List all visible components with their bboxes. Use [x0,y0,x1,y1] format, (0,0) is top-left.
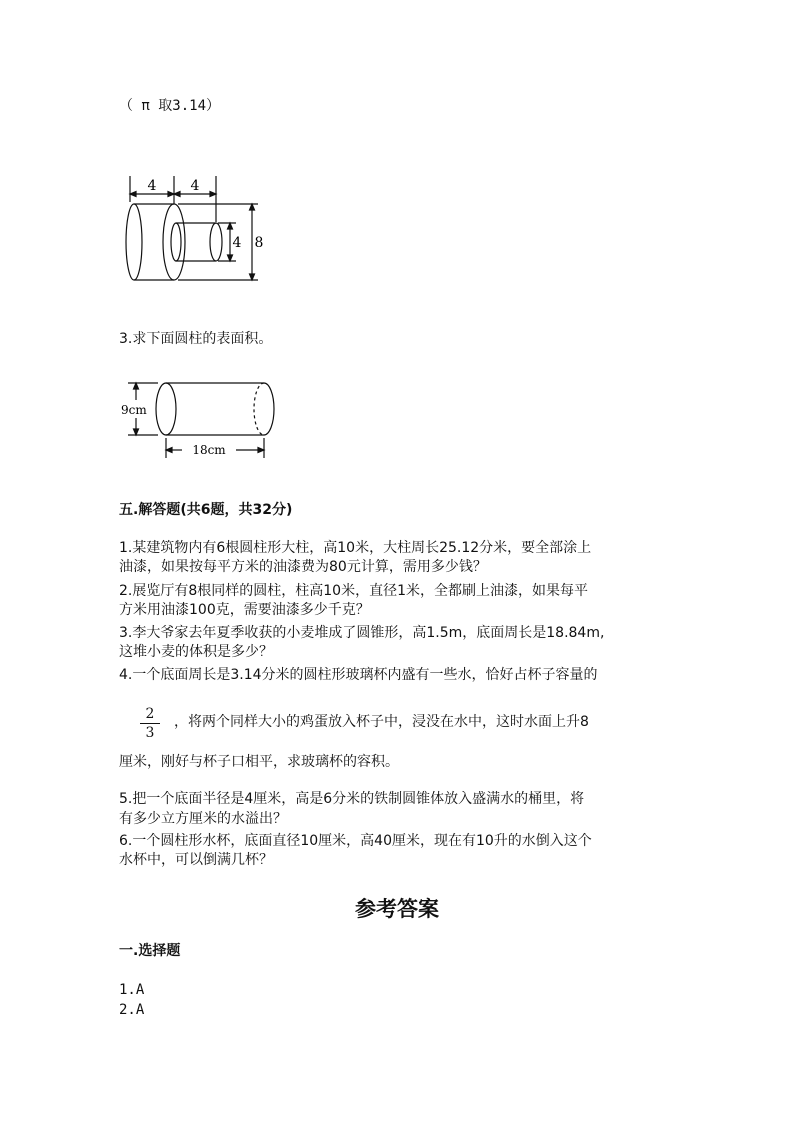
answers-section-1-title: 一.选择题 [119,943,181,959]
fraction-two-thirds [140,706,160,741]
q1-line1: 1.某建筑物内有6根圆柱形大柱，高10米，大柱周长25.12分米，要全部涂上 [119,540,592,556]
cylinder-length-label: 18cm [192,443,226,457]
answer-item-1: 1.A [119,982,145,998]
q5-line1: 5.把一个底面半径是4厘米，高是6分米的铁制圆锥体放入盛满水的桶里，将 [119,791,585,807]
figure-stepped-cylinder [118,172,268,284]
dim-small-height: 4 [232,235,242,251]
fraction-denominator: 3 [145,725,155,741]
q3-line2: 这堆小麦的体积是多少？ [119,644,273,660]
q4-line1: 4.一个底面周长是3.14分米的圆柱形玻璃杯内盛有一些水，恰好占杯子容量的 [119,667,598,683]
q2-line2: 方米用油漆100克，需要油漆多少千克？ [119,602,370,618]
question-3-intro: 3.求下面圆柱的表面积。 [119,331,273,347]
dim-big-height: 8 [254,235,264,251]
q1-line2: 油漆，如果按每平方米的油漆费为80元计算，需用多少钱？ [119,559,487,575]
figure-cylinder [118,378,278,460]
q4-line2: ，将两个同样大小的鸡蛋放入杯子中，浸没在水中，这时水面上升8 [174,714,589,730]
q5-line2: 有多少立方厘米的水溢出？ [119,811,287,827]
q4-line3: 厘米，刚好与杯子口相平，求玻璃杯的容积。 [119,754,399,770]
dim-left-width: 4 [147,178,157,194]
fraction-numerator: 2 [145,706,155,722]
fraction-bar [140,723,160,724]
answers-title: 参考答案 [355,896,439,921]
cylinder-height-label: 9cm [121,403,147,417]
q6-line1: 6.一个圆柱形水杯，底面直径10厘米，高40厘米，现在有10升的水倒入这个 [119,833,592,849]
q2-line1: 2.展览厅有8根同样的圆柱，柱高10米，直径1米，全都刷上油漆，如果每平 [119,583,588,599]
answer-item-2: 2.A [119,1002,145,1018]
pi-note: （ π 取3.14） [119,98,221,114]
dim-right-width: 4 [190,178,200,194]
q3-line1: 3.李大爷家去年夏季收获的小麦堆成了圆锥形，高1.5m，底面周长是18.84m, [119,625,605,641]
q6-line2: 水杯中，可以倒满几杯？ [119,852,273,868]
section-5-title: 五.解答题(共6题，共32分) [119,502,293,518]
